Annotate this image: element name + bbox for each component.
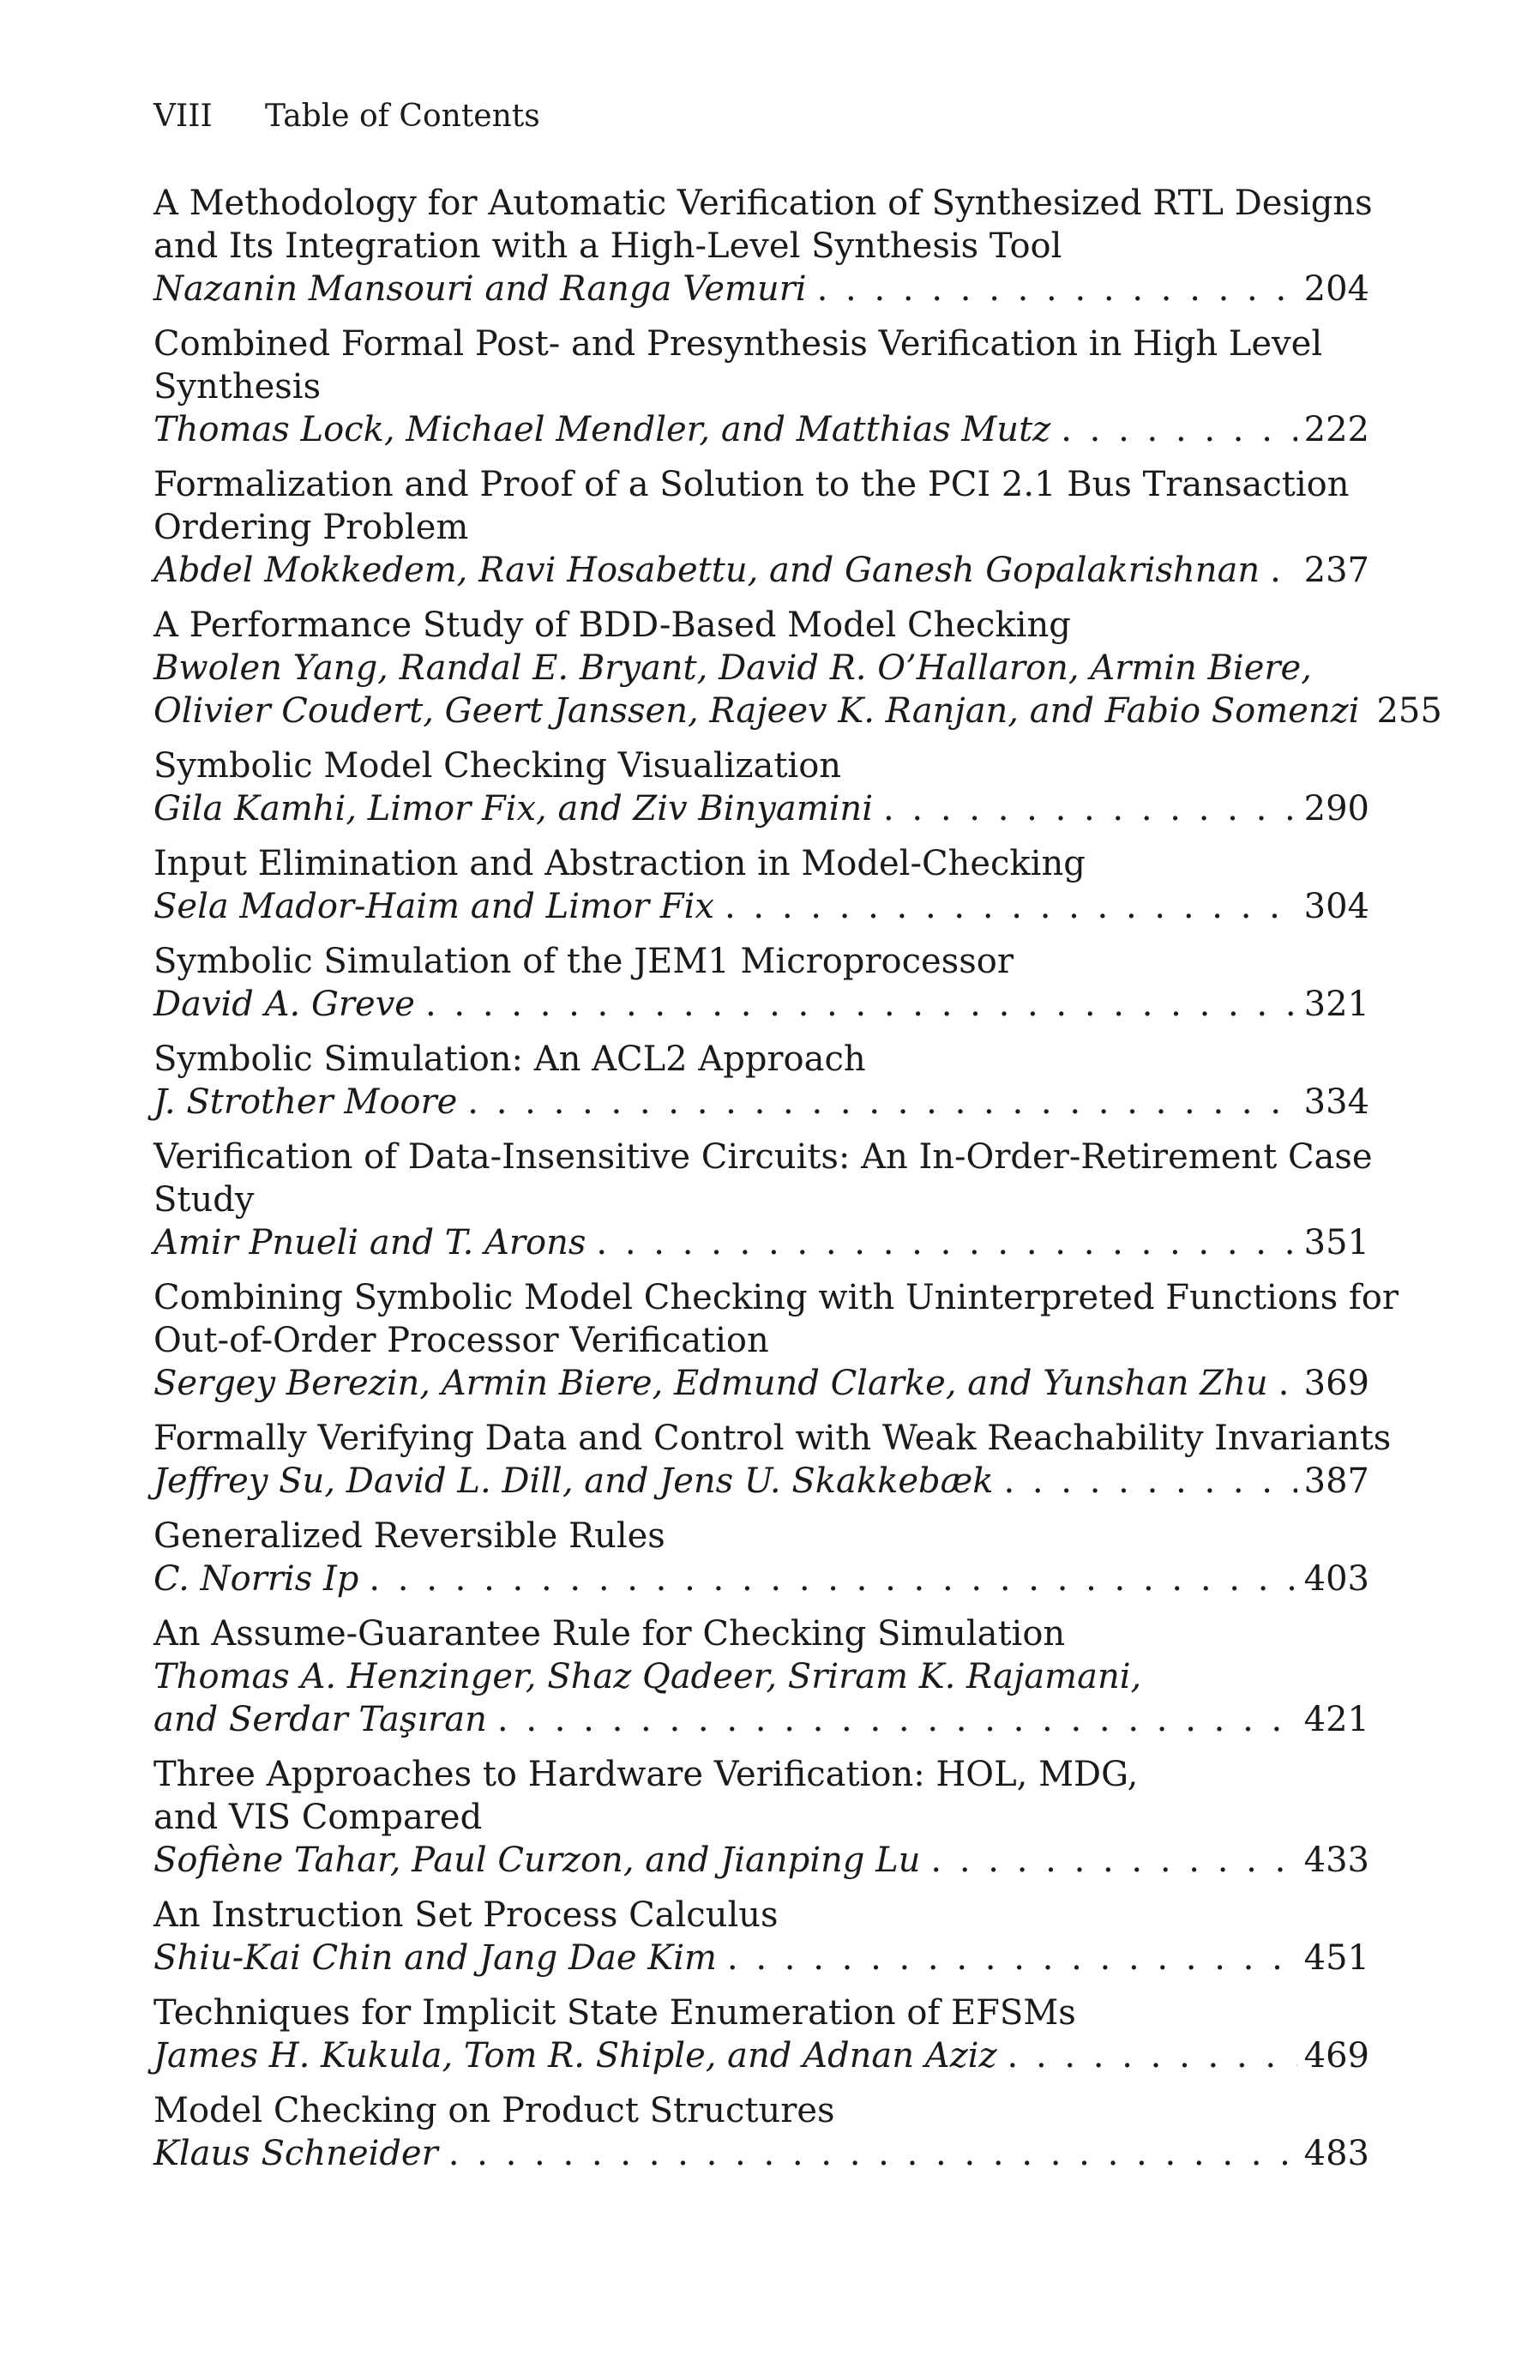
entry-title-line: An Assume-Guarantee Rule for Checking Simulation — [153, 1614, 1066, 1654]
dot-leader — [727, 1937, 1297, 1979]
entry-leader-line — [153, 1937, 1369, 1979]
toc-entry[interactable] — [153, 2089, 1369, 2175]
toc-entry[interactable] — [153, 1894, 1369, 1979]
entry-authors-line: Abdel Mokkedem, Ravi Hosabettu, and Ganesh Gopalakrishnan — [153, 551, 1260, 590]
entry-title-line: Symbolic Simulation: An ACL2 Approach — [153, 1039, 866, 1079]
entry-leader-line — [153, 1839, 1369, 1882]
entry-leader-line — [153, 787, 1369, 830]
entry-page-number[interactable]: 387 — [1303, 1461, 1369, 1501]
dot-leader — [1270, 549, 1296, 592]
dot-leader — [817, 268, 1297, 310]
toc-entry[interactable] — [153, 604, 1442, 732]
entry-authors-line: Thomas A. Henzinger, Shaz Qadeer, Sriram K. Rajamani, — [153, 1657, 1142, 1696]
entry-leader-line — [153, 1362, 1369, 1405]
dot-leader — [1278, 1362, 1297, 1405]
dot-leader — [930, 1839, 1296, 1882]
dot-leader — [1003, 1460, 1296, 1503]
entry-title-line: A Performance Study of BDD-Based Model Checking — [153, 606, 1071, 645]
entry-authors-line: Klaus Schneider — [153, 2134, 438, 2173]
toc-entry[interactable] — [153, 1753, 1369, 1882]
entry-page-number[interactable]: 204 — [1303, 269, 1369, 309]
entry-title-line: and VIS Compared — [153, 1798, 483, 1837]
entry-leader-line — [153, 1460, 1369, 1503]
dot-leader — [425, 983, 1297, 1026]
entry-page-number[interactable]: 304 — [1303, 887, 1369, 926]
entry-page-number[interactable]: 351 — [1303, 1223, 1369, 1262]
dot-leader — [1061, 408, 1296, 451]
toc-entry[interactable] — [153, 1276, 1399, 1405]
toc-entry[interactable] — [153, 1991, 1369, 2077]
entry-title-line: Out-of-Order Processor Verification — [153, 1321, 769, 1360]
entry-title-line: and Its Integration with a High-Level Synthesis Tool — [153, 226, 1062, 266]
entry-leader-line — [153, 2132, 1369, 2175]
entry-page-number[interactable]: 421 — [1303, 1700, 1369, 1739]
entry-authors-line: Olivier Coudert, Geert Janssen, Rajeev K. Ranjan, and Fabio Somenzi — [153, 691, 1360, 731]
entry-title-line: Symbolic Model Checking Visualization — [153, 746, 842, 786]
entry-page-number[interactable]: 255 — [1376, 691, 1442, 731]
dot-leader — [883, 787, 1297, 830]
entry-authors-line: Sergey Berezin, Armin Biere, Edmund Clarke, and Yunshan Zhu — [153, 1364, 1268, 1403]
entry-page-number[interactable]: 237 — [1303, 551, 1369, 590]
toc-entry[interactable] — [153, 322, 1369, 451]
entry-title-line: An Instruction Set Process Calculus — [153, 1895, 779, 1935]
dot-leader — [596, 1221, 1296, 1264]
dot-leader — [725, 885, 1297, 928]
toc-entry[interactable] — [153, 1612, 1369, 1741]
running-title: Table of Contents — [265, 99, 540, 134]
toc-entry[interactable] — [153, 1136, 1373, 1264]
entry-title-line: Synthesis — [153, 367, 322, 407]
toc-entry[interactable] — [153, 842, 1369, 928]
toc-entry[interactable] — [153, 1417, 1392, 1503]
entry-page-number[interactable]: 483 — [1303, 2134, 1369, 2173]
entry-authors-line: J. Strother Moore — [153, 1082, 458, 1122]
entry-page-number[interactable]: 469 — [1303, 2036, 1369, 2076]
entry-page-number[interactable]: 369 — [1303, 1364, 1369, 1403]
entry-authors-line: and Serdar Taşıran — [153, 1700, 487, 1739]
entry-title-line: Formalization and Proof of a Solution to the PCI 2.1 Bus Transaction — [153, 465, 1350, 504]
entry-title-line: Three Approaches to Hardware Verification: HOL, MDG, — [153, 1755, 1139, 1794]
table-of-contents — [153, 182, 1442, 2187]
entry-authors-line: Amir Pnueli and T. Arons — [153, 1223, 587, 1262]
entry-page-number[interactable]: 321 — [1303, 985, 1369, 1024]
entry-authors-line: Jeffrey Su, David L. Dill, and Jens U. Skakkebæk — [153, 1461, 994, 1501]
entry-leader-line — [153, 1698, 1369, 1741]
entry-title-line: Combining Symbolic Model Checking with Uninterpreted Functions for — [153, 1278, 1399, 1317]
entry-authors-line: Bwolen Yang, Randal E. Bryant, David R. O’Hallaron, Armin Biere, — [153, 648, 1312, 688]
entry-title-line: Study — [153, 1180, 255, 1220]
entry-authors-line: Sofiène Tahar, Paul Curzon, and Jianping Lu — [153, 1841, 921, 1880]
entry-leader-line — [153, 885, 1369, 928]
entry-authors-line: Shiu-Kai Chin and Jang Dae Kim — [153, 1938, 717, 1978]
entry-authors-line: David A. Greve — [153, 985, 415, 1024]
toc-entry[interactable] — [153, 744, 1369, 830]
entry-title-line: Formally Verifying Data and Control with Weak Reachability Invariants — [153, 1419, 1392, 1458]
entry-leader-line — [153, 2034, 1369, 2077]
entry-authors-line: Gila Kamhi, Limor Fix, and Ziv Binyamini — [153, 789, 873, 828]
page-number: VIII — [153, 99, 213, 134]
entry-leader-line — [153, 983, 1369, 1026]
page-header — [153, 96, 540, 137]
entry-authors-line: C. Norris Ip — [153, 1559, 359, 1599]
dot-leader — [369, 1558, 1296, 1600]
dot-leader — [467, 1081, 1296, 1124]
entry-title-line: Generalized Reversible Rules — [153, 1516, 665, 1556]
entry-title-line: A Methodology for Automatic Verification of Synthesized RTL Designs — [153, 184, 1373, 223]
entry-title-line: Input Elimination and Abstraction in Model-Checking — [153, 844, 1086, 883]
dot-leader — [1008, 2034, 1297, 2077]
entry-title-line: Ordering Problem — [153, 508, 469, 547]
entry-title-line: Model Checking on Product Structures — [153, 2091, 835, 2130]
entry-leader-line — [153, 408, 1369, 451]
entry-leader-line — [153, 1081, 1369, 1124]
entry-page-number[interactable]: 290 — [1303, 789, 1369, 828]
entry-title-line: Techniques for Implicit State Enumeration of EFSMs — [153, 1993, 1076, 2033]
toc-entry[interactable] — [153, 1038, 1369, 1124]
toc-entry[interactable] — [153, 463, 1369, 592]
entry-authors-line: James H. Kukula, Tom R. Shiple, and Adnan Aziz — [153, 2036, 997, 2076]
entry-leader-line — [153, 1221, 1369, 1264]
entry-leader-line — [153, 690, 1442, 732]
entry-page-number[interactable]: 334 — [1303, 1082, 1369, 1122]
entry-authors-line: Nazanin Mansouri and Ranga Vemuri — [153, 269, 807, 309]
entry-page-number[interactable]: 403 — [1303, 1559, 1369, 1599]
entry-authors-line: Sela Mador-Haim and Limor Fix — [153, 887, 714, 926]
toc-entry[interactable] — [153, 182, 1373, 310]
entry-title-line: Symbolic Simulation of the JEM1 Microprocessor — [153, 942, 1014, 981]
toc-entry[interactable] — [153, 940, 1369, 1026]
entry-page-number[interactable]: 222 — [1303, 410, 1369, 449]
entry-page-number[interactable]: 433 — [1303, 1841, 1369, 1880]
entry-title-line: Verification of Data-Insensitive Circuits: An In-Order-Retirement Case — [153, 1137, 1373, 1177]
entry-leader-line — [153, 268, 1369, 310]
entry-leader-line — [153, 1558, 1369, 1600]
entry-page-number[interactable]: 451 — [1303, 1938, 1369, 1978]
entry-authors-line: Thomas Lock, Michael Mendler, and Matthias Mutz — [153, 410, 1051, 449]
dot-leader — [497, 1698, 1297, 1741]
entry-leader-line — [153, 549, 1369, 592]
dot-leader — [448, 2132, 1297, 2175]
toc-entry[interactable] — [153, 1515, 1369, 1600]
entry-title-line: Combined Formal Post- and Presynthesis Verification in High Level — [153, 324, 1323, 364]
